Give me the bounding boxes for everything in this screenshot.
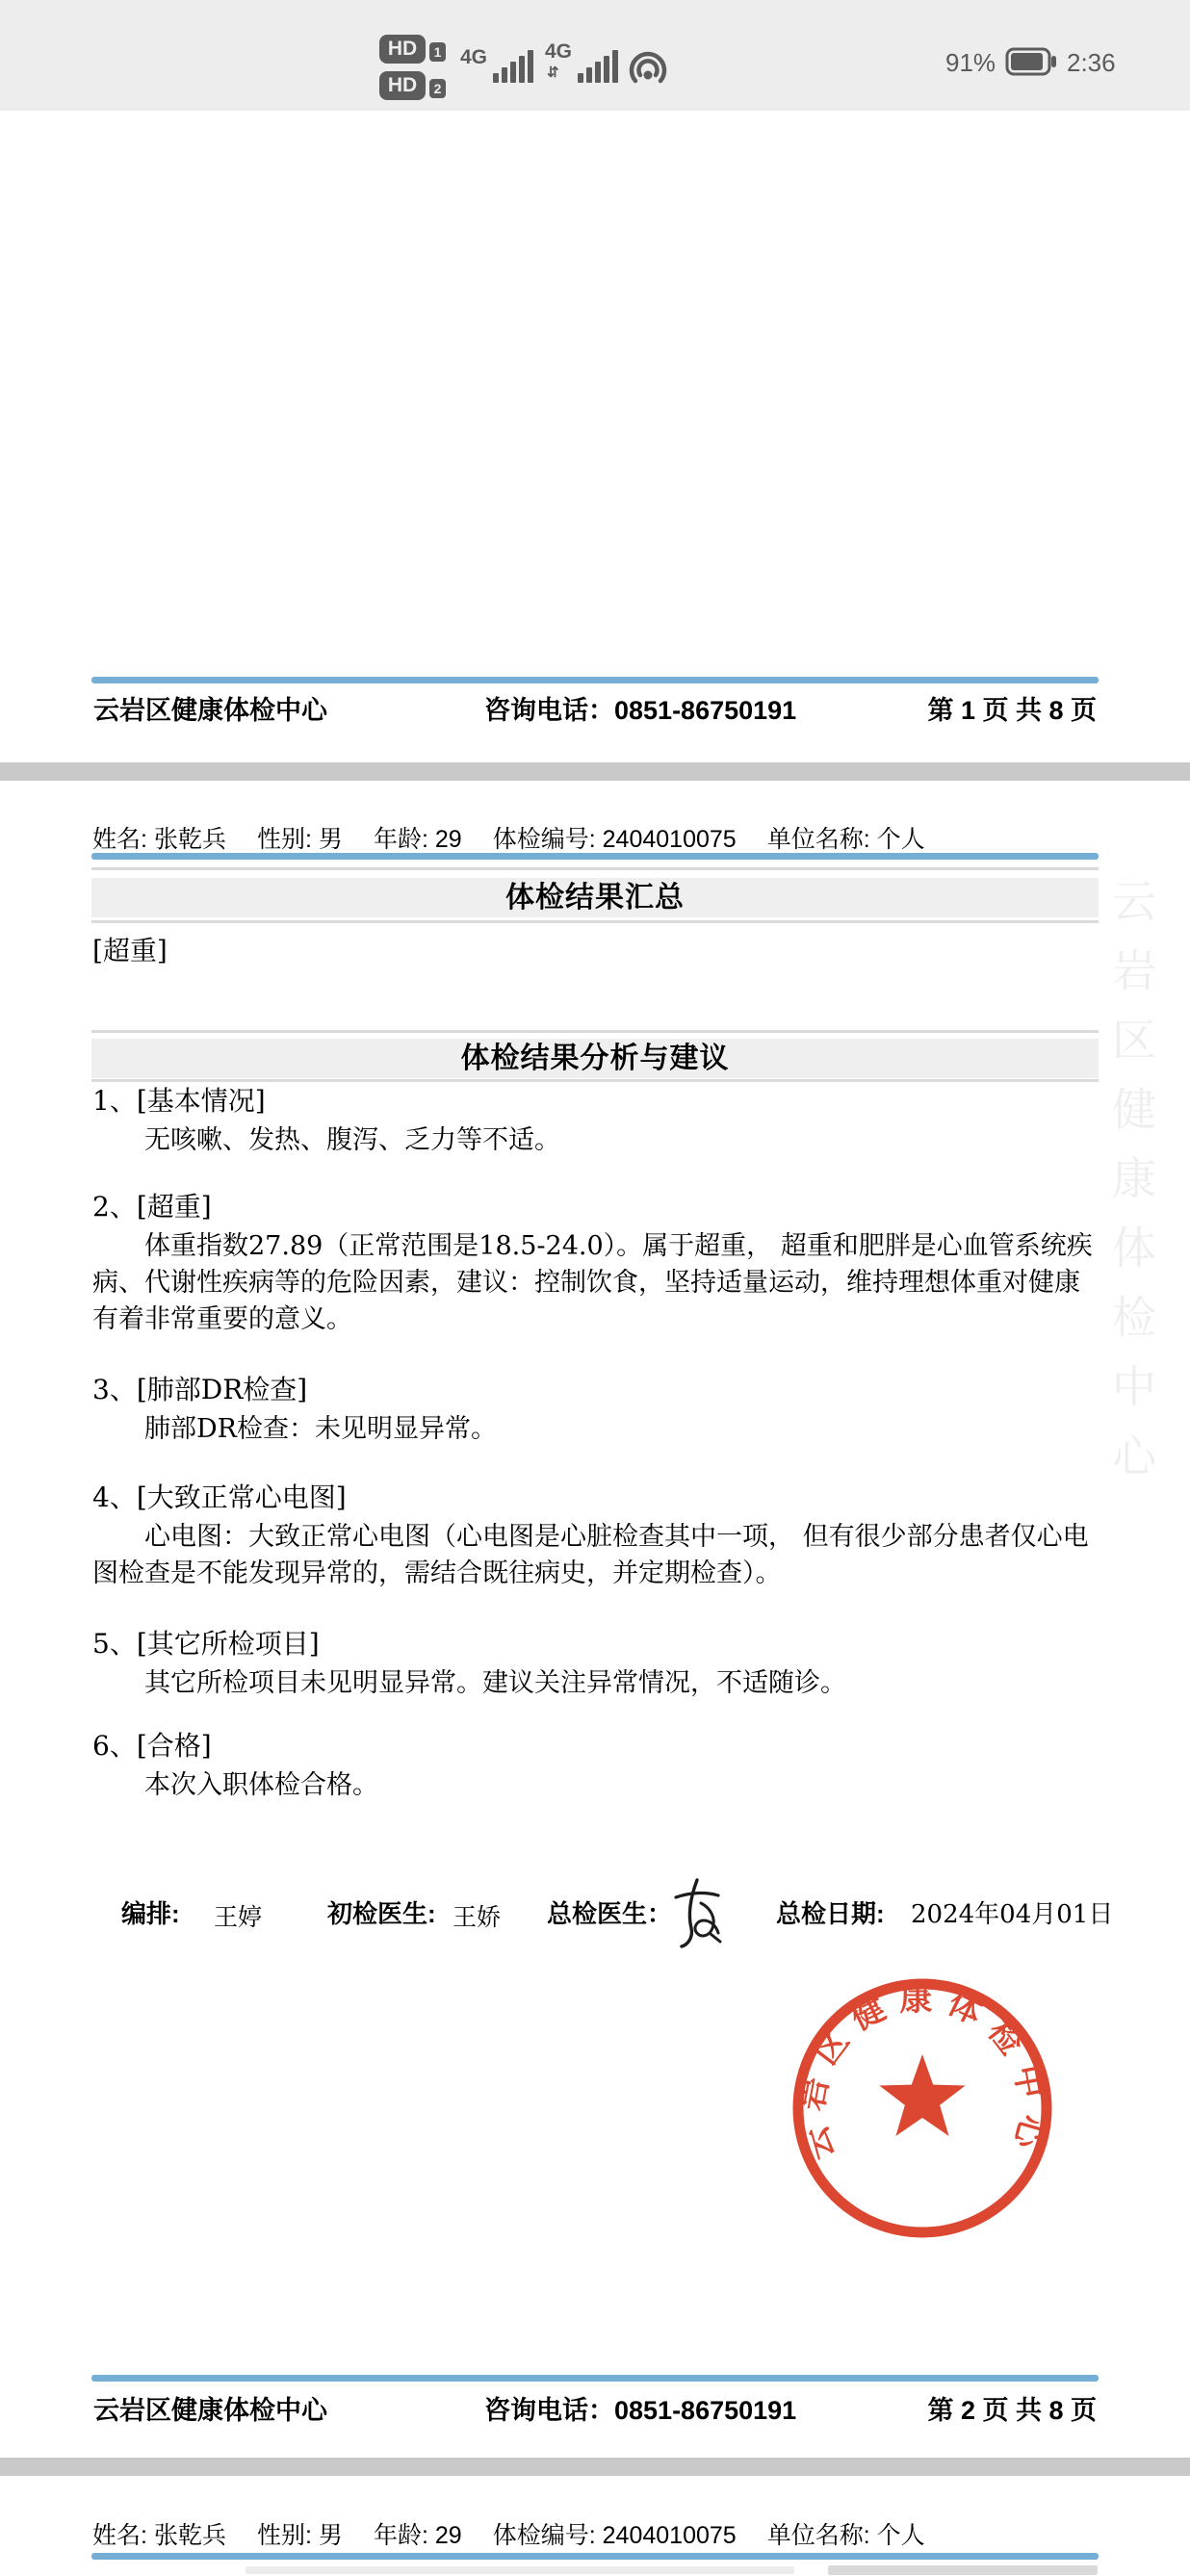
item-body: 本次入职体检合格。 bbox=[144, 1770, 378, 1800]
stamp-text: 云岩区健康体检中心 bbox=[791, 1980, 1053, 2165]
name-label: 姓名: bbox=[92, 826, 147, 853]
clock-time: 2:36 bbox=[1067, 48, 1116, 77]
age-label: 年龄: bbox=[373, 826, 428, 853]
page-separator bbox=[0, 2458, 1190, 2476]
first-doctor-label: 初检医生: bbox=[327, 1899, 436, 1928]
analysis-item-6 bbox=[92, 1729, 1099, 1804]
exam-id-value: 2404010075 bbox=[602, 826, 737, 853]
patient-header-rule bbox=[91, 853, 1099, 860]
hotspot-icon bbox=[624, 40, 672, 89]
footer-phone: 咨询电话：0851-86750191 bbox=[484, 696, 797, 725]
exam-date-value: 2024年04月01日 bbox=[911, 1900, 1114, 1929]
item-body: 心电图：大致正常心电图（心电图是心脏检查其中一项， 但有很少部分患者仅心电图检查是不能发现异常的，需结合既往病史，并定期检查）。 bbox=[92, 1522, 1089, 1588]
divider bbox=[91, 867, 1099, 870]
footer-org-name: 云岩区健康体检中心 bbox=[93, 2396, 327, 2425]
page-separator bbox=[0, 762, 1190, 781]
footer-phone: 咨询电话：0851-86750191 bbox=[484, 2396, 797, 2425]
name-label: 姓名: bbox=[92, 2522, 147, 2549]
item-number: 3、 bbox=[92, 1374, 137, 1405]
network-type-sim2: 4G bbox=[545, 40, 573, 63]
sim2-badge: 2 bbox=[429, 79, 446, 98]
footer-org-name: 云岩区健康体检中心 bbox=[93, 696, 327, 725]
item-number: 6、 bbox=[92, 1730, 137, 1762]
signal-bars-sim1-icon bbox=[493, 48, 533, 83]
exam-id-value: 2404010075 bbox=[602, 2522, 737, 2549]
exam-date-label: 总检日期: bbox=[776, 1899, 885, 1928]
hd2-icon: HD bbox=[379, 71, 426, 100]
unit-value: 个人 bbox=[876, 2522, 925, 2549]
age-value: 29 bbox=[434, 826, 462, 853]
footer-page-number: 第 1 页 共 8 页 bbox=[927, 696, 1097, 725]
item-number: 4、 bbox=[92, 1481, 137, 1513]
divider bbox=[91, 920, 1099, 923]
official-stamp bbox=[783, 1969, 1062, 2248]
network-type-sim1: 4G bbox=[460, 46, 488, 68]
name-value: 张乾兵 bbox=[153, 826, 226, 853]
sex-label: 性别: bbox=[256, 2522, 312, 2549]
analysis-item-2 bbox=[92, 1190, 1099, 1338]
analysis-item-5 bbox=[92, 1627, 1099, 1702]
battery-icon bbox=[1005, 46, 1059, 77]
name-value: 张乾兵 bbox=[153, 2522, 226, 2549]
age-value: 29 bbox=[434, 2522, 462, 2549]
summary-item: [超重] bbox=[92, 935, 168, 966]
age-label: 年龄: bbox=[373, 2522, 428, 2549]
cutoff-text-ghost bbox=[828, 2565, 1098, 2575]
chief-doctor-signature bbox=[662, 1872, 732, 1949]
watermark-text: 云岩区健康体检中心 bbox=[1105, 878, 1157, 1502]
item-number: 1、 bbox=[92, 1085, 137, 1117]
item-tag: [大致正常心电图] bbox=[136, 1481, 347, 1513]
page2-footer-rule bbox=[91, 2375, 1099, 2382]
summary-title: 体检结果汇总 bbox=[91, 878, 1099, 917]
page1-footer-rule bbox=[91, 677, 1099, 683]
patient-header-page3 bbox=[92, 2516, 1113, 2551]
battery-percent: 91% bbox=[945, 48, 996, 77]
chief-doctor-label: 总检医生： bbox=[547, 1899, 673, 1928]
item-tag: [肺部DR检查] bbox=[136, 1374, 308, 1405]
item-number: 5、 bbox=[92, 1628, 137, 1660]
page2-footer bbox=[91, 2389, 1099, 2425]
footer-page-number: 第 2 页 共 8 页 bbox=[927, 2396, 1097, 2425]
hd1-icon: HD bbox=[379, 35, 426, 64]
divider bbox=[91, 1079, 1099, 1082]
editor-label: 编排: bbox=[121, 1899, 180, 1928]
analysis-item-4 bbox=[92, 1481, 1099, 1592]
data-arrows-icon: ⇵ bbox=[547, 64, 559, 81]
item-tag: [合格] bbox=[136, 1730, 212, 1762]
first-doctor-name: 王娇 bbox=[453, 1903, 502, 1931]
item-body: 肺部DR检查：未见明显异常。 bbox=[144, 1414, 497, 1444]
exam-id-label: 体检编号: bbox=[492, 826, 596, 853]
page1-footer bbox=[91, 689, 1099, 725]
unit-label: 单位名称: bbox=[766, 826, 870, 853]
analysis-title: 体检结果分析与建议 bbox=[91, 1039, 1099, 1078]
item-tag: [基本情况] bbox=[136, 1085, 266, 1117]
exam-id-label: 体检编号: bbox=[492, 2522, 596, 2549]
status-bar bbox=[0, 0, 1190, 111]
editor-name: 王婷 bbox=[214, 1903, 263, 1931]
item-body: 体重指数27.89（正常范围是18.5-24.0）。属于超重， 超重和肥胖是心血管系统疾病、代谢性疾病等的危险因素，建议：控制饮食，坚持适量运动，维持理想体重对健康有着非常重要的意义。 bbox=[92, 1231, 1093, 1334]
item-body: 其它所检项目未见明显异常。建议关注异常情况，不适随诊。 bbox=[144, 1668, 846, 1698]
patient-header bbox=[92, 820, 1113, 855]
sim1-badge: 1 bbox=[429, 42, 446, 62]
unit-value: 个人 bbox=[876, 826, 925, 853]
item-tag: [超重] bbox=[136, 1191, 212, 1223]
signal-bars-sim2-icon bbox=[578, 48, 618, 83]
analysis-item-1 bbox=[92, 1084, 1099, 1159]
patient-header-rule-page3 bbox=[91, 2553, 1099, 2560]
unit-label: 单位名称: bbox=[766, 2522, 870, 2549]
sex-label: 性别: bbox=[256, 826, 312, 853]
item-tag: [其它所检项目] bbox=[136, 1628, 320, 1660]
item-body: 无咳嗽、发热、腹泻、乏力等不适。 bbox=[144, 1125, 560, 1155]
sex-value: 男 bbox=[318, 826, 343, 853]
sex-value: 男 bbox=[318, 2522, 343, 2549]
divider bbox=[91, 1030, 1099, 1033]
analysis-item-3 bbox=[92, 1373, 1099, 1448]
cutoff-text-ghost bbox=[246, 2566, 794, 2574]
item-number: 2、 bbox=[92, 1191, 137, 1223]
